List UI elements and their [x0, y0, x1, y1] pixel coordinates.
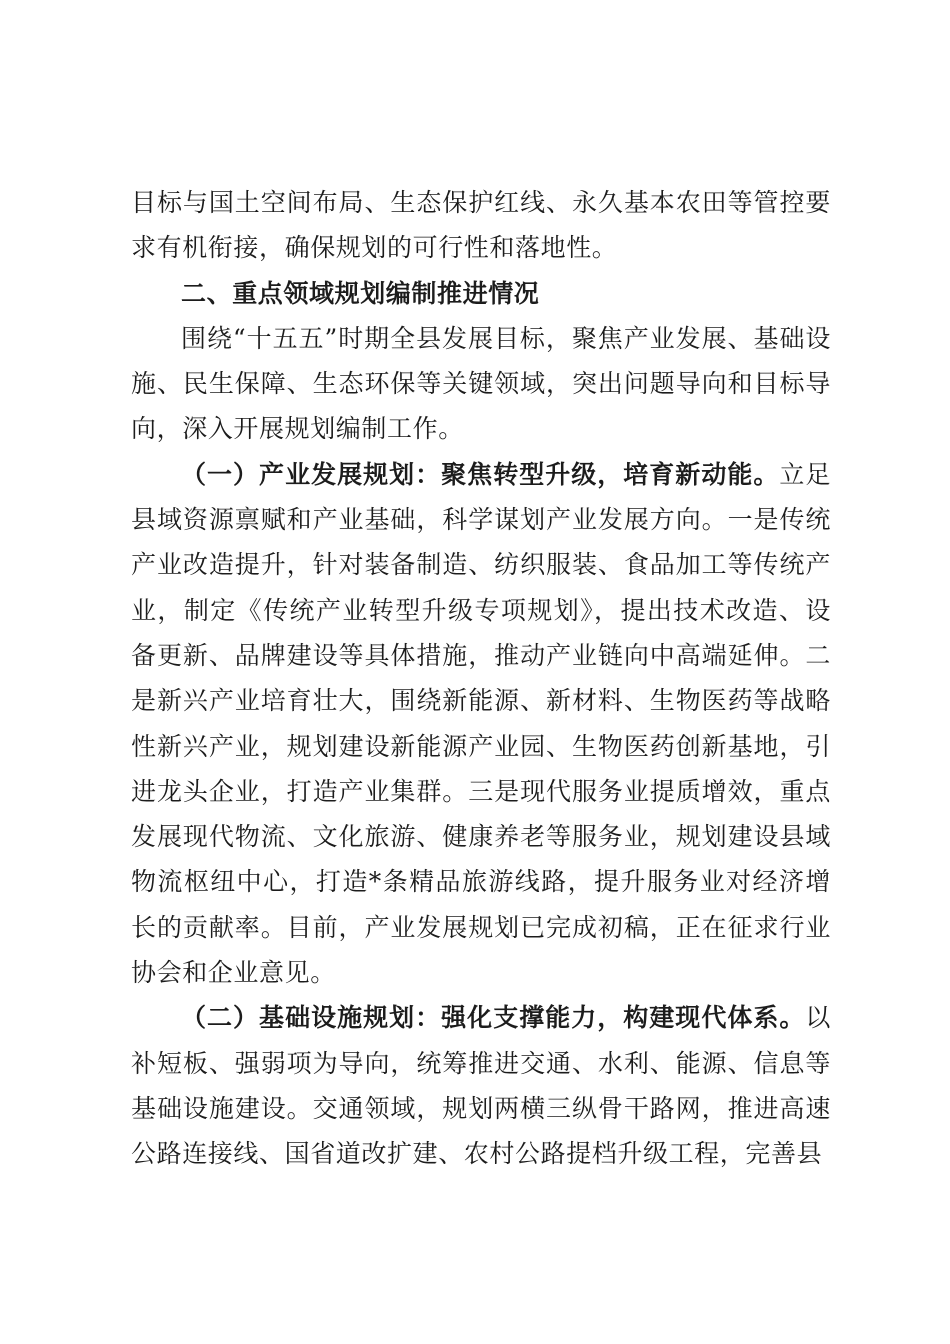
- paragraph-continued: 目标与国土空间布局、生态保护红线、永久基本农田等管控要求有机衔接，确保规划的可行性和落地性。: [131, 188, 831, 263]
- paragraph-infrastructure: [131, 995, 831, 1176]
- paragraph-industry-body: 立足县域资源禀赋和产业基础，科学谋划产业发展方向。一是传统产业改造提升，针对装备制造、纺织服装、食品加工等传统产业，制定《传统产业转型升级专项规划》，提出技术改造、设备更新、品牌建设等具体措施，推动产业链向中高端延伸。二是新兴产业培育壮大，围绕新能源、新材料、生物医药等战略性新兴产业，规划建设新能源产业园、生物医药创新基地，引进龙头企业，打造产业集群。三是现代服务业提质增效，重点发展现代物流、文化旅游、健康养老等服务业，规划建设县域物流枢纽中心，打造*条精品旅游线路，提升服务业对经济增长的贡献率。目前，产业发展规划已完成初稿，正在征求行业协会和企业意见。: [131, 459, 831, 988]
- paragraph-intro: 围绕“十五五”时期全县发展目标，聚焦产业发展、基础设施、民生保障、生态环保等关键领域，突出问题导向和目标导向，深入开展规划编制工作。: [131, 323, 831, 444]
- paragraph-infrastructure-body: 以补短板、强弱项为导向，统筹推进交通、水利、能源、信息等基础设施建设。交通领域，规划两横三纵骨干路网，推进高速公路连接线、国省道改扩建、农村公路提档升级工程，完善县: [131, 1003, 831, 1169]
- subsection-heading-industry: （一）产业发展规划：聚焦转型升级，培育新动能。: [181, 459, 780, 489]
- section-heading: 二、重点领域规划编制推进情况: [181, 278, 540, 308]
- subsection-heading-infrastructure: （二）基础设施规划：强化支撑能力，构建现代体系。: [181, 1003, 806, 1033]
- document-body: [131, 180, 831, 1177]
- paragraph-industry: [131, 452, 831, 996]
